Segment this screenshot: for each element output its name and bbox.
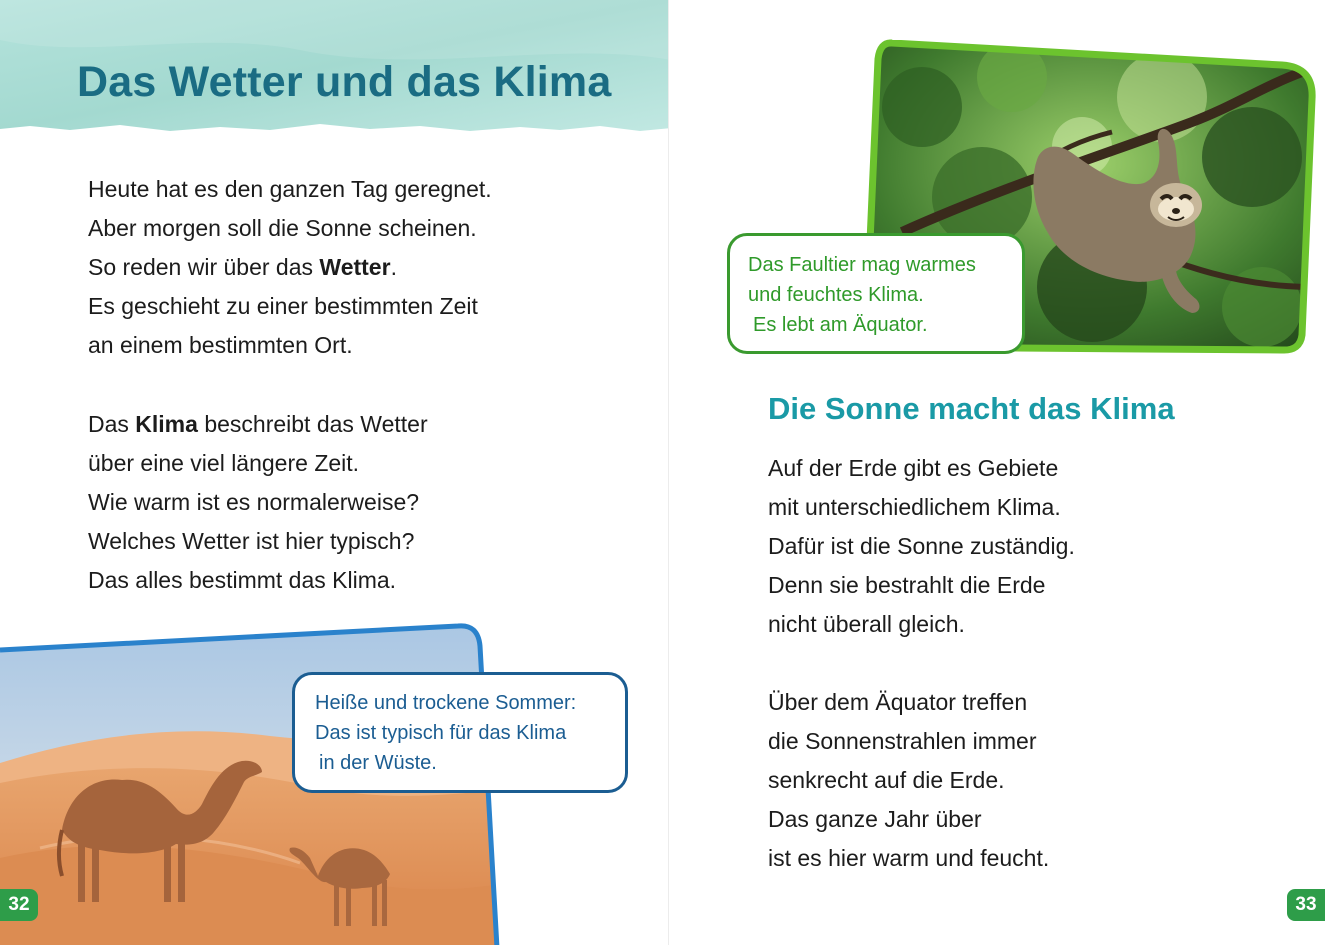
text-line: nicht überall gleich.	[768, 611, 965, 637]
page-title: Das Wetter und das Klima	[77, 58, 612, 106]
text-line: Auf der Erde gibt es Gebiete	[768, 455, 1059, 481]
text-line	[88, 248, 492, 287]
text-line: Über dem Äquator treffen	[768, 689, 1028, 715]
text-line: die Sonnenstrahlen immer	[768, 728, 1037, 754]
text-line: an einem bestimmten Ort.	[88, 332, 353, 358]
text-fragment: .	[390, 254, 397, 280]
page-number-left: 32	[0, 889, 38, 921]
text-line: Heute hat es den ganzen Tag geregnet.	[88, 176, 492, 202]
text-line: Dafür ist die Sonne zuständig.	[768, 533, 1075, 559]
desert-caption-bubble	[292, 672, 628, 793]
caption-line: Das Faultier mag warmes	[748, 254, 976, 276]
section-title: Die Sonne macht das Klima	[768, 391, 1175, 426]
text-line: Welches Wetter ist hier typisch?	[88, 528, 415, 554]
text-line: über eine viel längere Zeit.	[88, 450, 360, 476]
text-line: senkrecht auf die Erde.	[768, 767, 1005, 793]
text-line: Das ganze Jahr über	[768, 806, 982, 832]
text-fragment: So reden wir über das	[88, 254, 320, 280]
text-fragment: beschreibt das Wetter	[197, 411, 428, 437]
text-line	[88, 405, 428, 444]
text-fragment: Das	[88, 411, 136, 437]
sloth-caption-bubble	[727, 233, 1025, 354]
paragraph-sun	[768, 449, 1075, 644]
text-line: Das alles bestimmt das Klima.	[88, 567, 397, 593]
left-page	[0, 0, 669, 945]
text-line: ist es hier warm und feucht.	[768, 845, 1050, 871]
text-line: Denn sie bestrahlt die Erde	[768, 572, 1046, 598]
caption-line: Das ist typisch für das Klima	[315, 722, 567, 744]
keyword-wetter: Wetter	[319, 254, 391, 280]
caption-line: Es lebt am Äquator.	[753, 314, 928, 336]
text-line: mit unterschiedlichem Klima.	[768, 494, 1061, 520]
caption-line: Heiße und trockene Sommer:	[315, 692, 577, 714]
paragraph-equator	[768, 683, 1049, 878]
paragraph-weather	[88, 170, 492, 365]
page-number-right: 33	[1287, 889, 1325, 921]
text-line: Wie warm ist es normalerweise?	[88, 489, 420, 515]
text-line: Es geschieht zu einer bestimmten Zeit	[88, 293, 478, 319]
caption-line: und feuchtes Klima.	[748, 284, 924, 306]
caption-line: in der Wüste.	[319, 752, 437, 774]
text-line: Aber morgen soll die Sonne scheinen.	[88, 215, 477, 241]
paragraph-climate	[88, 405, 428, 600]
keyword-klima: Klima	[135, 411, 198, 437]
